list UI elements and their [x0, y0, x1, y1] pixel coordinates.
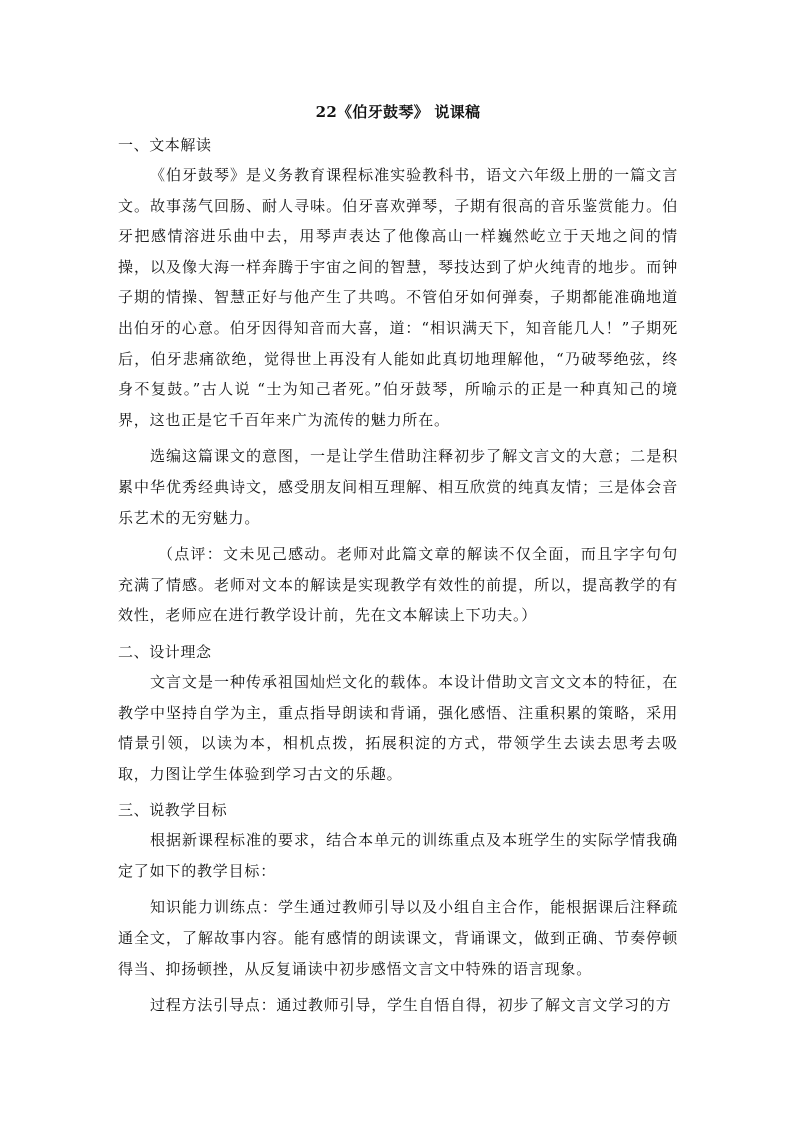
paragraph-selection-intent: 选编这篇课文的意图，一是让学生借助注释初步了解文言文的大意；二是积累中华优秀经典诗文，感受朋友间相互理解、相互欣赏的纯真友情；三是体会音乐艺术的无穷魅力。	[118, 447, 678, 527]
section-heading-teaching-goals: 三、说教学目标	[118, 801, 228, 820]
paragraph-goals-intro: 根据新课程标准的要求，结合本单元的训练重点及本班学生的实际学情我确定了如下的教学目标：	[118, 831, 678, 880]
section-heading-text-analysis: 一、文本解读	[118, 136, 212, 154]
paragraph-design-concept: 文言文是一种传承祖国灿烂文化的载体。本设计借助文言文文本的特征，在教学中坚持自学为主，重点指导朗读和背诵，强化感悟、注重积累的策略，采用情景引领，以读为本，相机点拨，拓展积淀的方式，带领学生去读去思考去吸取，力图让学生体验到学习古文的乐趣。	[118, 672, 678, 783]
paragraph-knowledge-goal: 知识能力训练点：学生通过教师引导以及小组自主合作，能根据课后注释疏通全文，了解故事内容。能有感情的朗读课文，背诵课文，做到正确、节奏停顿得当、抑扬顿挫，从反复诵读中初步感悟文言文中特殊的语言现象。	[118, 898, 678, 978]
document-title: 22《伯牙鼓琴》 说课稿	[315, 103, 481, 121]
document-page	[118, 98, 678, 1027]
paragraph-text-intro: 《伯牙鼓琴》是义务教育课程标准实验教科书，语文六年级上册的一篇文言文。故事荡气回肠、耐人寻味。伯牙喜欢弹琴，子期有很高的音乐鉴赏能力。伯牙把感情溶进乐曲中去，用琴声表达了他像高山一样巍然屹立于天地之间的情操，以及像大海一样奔腾于宇宙之间的智慧，琴技达到了炉火纯青的地步。而钟子期的情操、智慧正好与他产生了共鸣。不管伯牙如何弹奏，子期都能准确地道出伯牙的心意。伯牙因得知音而大喜，道：“相识满天下，知音能几人！”子期死后，伯牙悲痛欲绝，觉得世上再没有人能如此真切地理解他，“乃破琴绝弦，终身不复鼓。”古人说 “士为知己者死。”伯牙鼓琴，所喻示的正是一种真知己的境界，这也正是它千百年来广为流传的魅力所在。	[118, 166, 678, 429]
paragraph-process-goal: 过程方法引导点：通过教师引导，学生自悟自得，初步了解文言文学习的方	[150, 996, 672, 1015]
paragraph-comment: （点评：文未见己感动。老师对此篇文章的解读不仅全面，而且字字句句充满了情感。老师对文本的解读是实现教学有效性的前提，所以，提高教学的有效性，老师应在进行教学设计前，先在文本解读上下功夫。）	[118, 545, 678, 625]
section-heading-design-concept: 二、设计理念	[118, 642, 212, 661]
